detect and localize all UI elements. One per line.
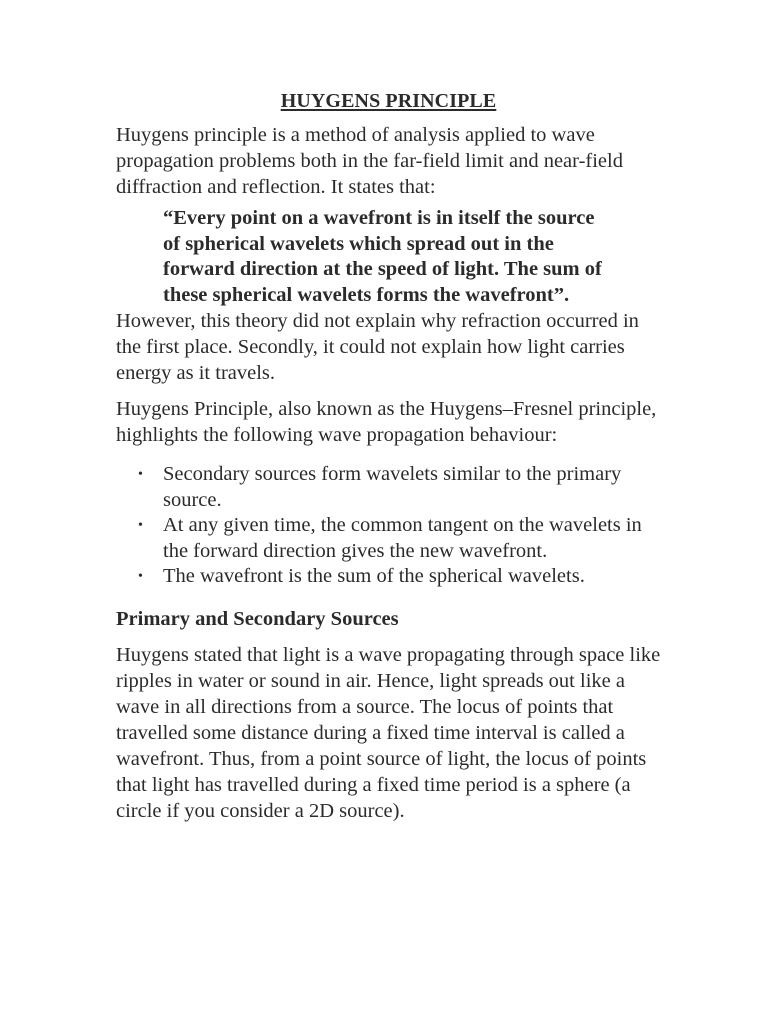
document-title: HUYGENS PRINCIPLE (280, 90, 497, 112)
list-item (116, 462, 661, 513)
list-item-text: Secondary sources form wavelets similar to the primary source. (163, 463, 622, 511)
section-body-paragraph: Huygens stated that light is a wave propagating through space like ripples in water or sound in air. Hence, light spreads out like a wave in all directions from a source. The locus of points that travelled some distance during a fixed time interval is called a wavefront. Thus, from a point source of light, the locus of points that light has travelled during a fixed time period is a sphere (a circle if you consider a 2D source). (116, 643, 661, 822)
fresnel-paragraph: Huygens Principle, also known as the Huygens–Fresnel principle, highlights the following wave propagation behaviour: (116, 398, 657, 446)
section-heading: Primary and Secondary Sources (116, 607, 399, 630)
principle-quote: “Every point on a wavefront is in itself the source of spherical wavelets which spread out in the forward direction at the speed of light. The sum of these spherical wavelets forms the wavefront”. (163, 207, 602, 306)
intro-paragraph: Huygens principle is a method of analysis applied to wave propagation problems both in the far-field limit and near-field diffraction and reflection. It states that: (116, 124, 623, 198)
list-item-text: The wavefront is the sum of the spherical wavelets. (163, 565, 585, 587)
bullet-icon: • (138, 467, 143, 482)
list-item-text: At any given time, the common tangent on the wavelets in the forward direction gives the new wavefront. (163, 514, 642, 562)
behaviour-list (116, 462, 661, 590)
bullet-icon: • (138, 518, 143, 533)
list-item (116, 513, 661, 564)
bullet-icon: • (138, 569, 143, 584)
list-item (116, 564, 661, 590)
limitations-paragraph: However, this theory did not explain why refraction occurred in the first place. Secondly, it could not explain how light carries energy as it travels. (116, 310, 639, 384)
document-page (116, 88, 661, 824)
